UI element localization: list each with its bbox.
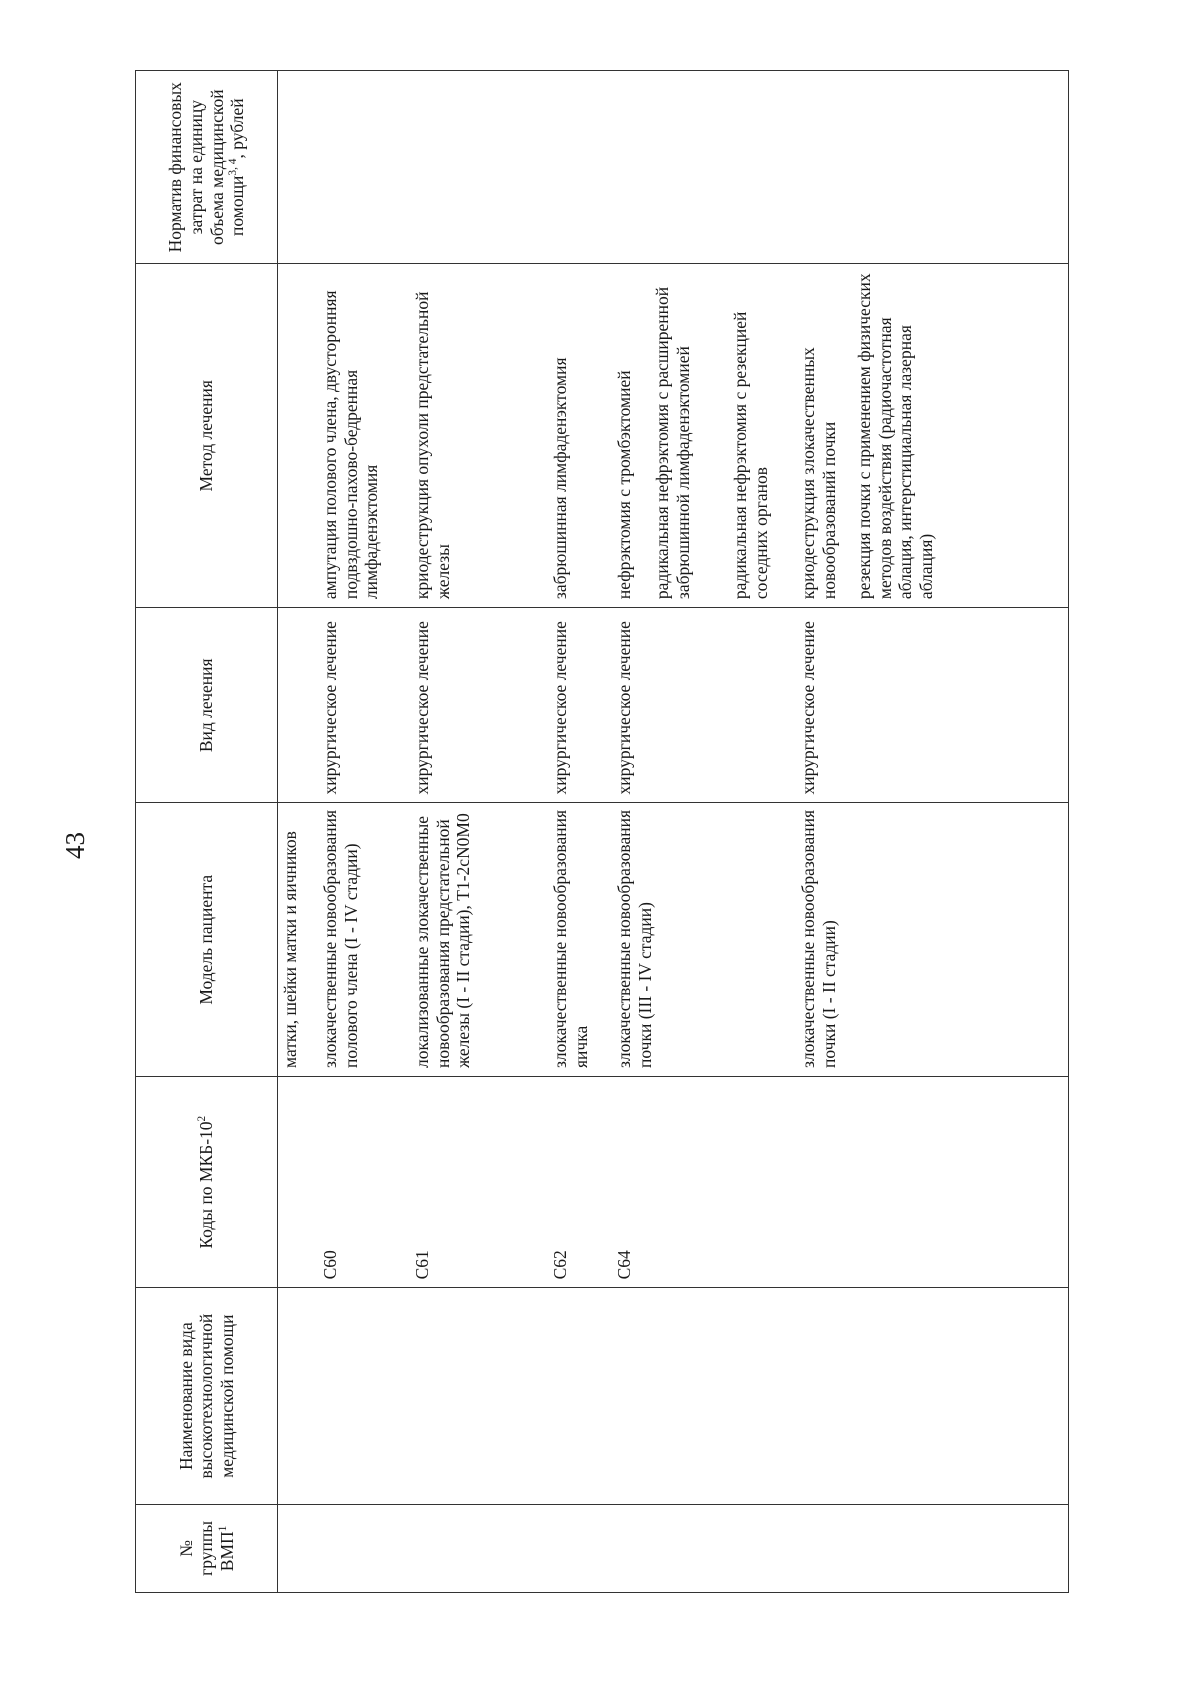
model-c60: злокачественные новообразования полового члена (I - IV стадии) — [320, 810, 361, 1068]
code-c61: C61 — [412, 1250, 432, 1280]
header-method: Метод лечения — [136, 264, 278, 608]
method-c64-2: радикальная нефрэктомия с расширенной забрюшинной лимфаденэктомией — [652, 286, 693, 600]
vmp-table — [135, 70, 1069, 1593]
treatment-cell — [278, 608, 1069, 803]
model-c62: злокачественные новообразования яичка — [550, 810, 591, 1068]
model-c61: локализованные злокачественные новообразования предстательной железы (I - II стадии), T1-2cN0M0 — [412, 813, 474, 1068]
header-treatment-type: Вид лечения — [136, 608, 278, 803]
norm-cell — [278, 71, 1069, 264]
page-number: 43 — [60, 832, 90, 859]
group-no-cell — [278, 1504, 1069, 1592]
method-c64-early-2: резекция почки с применением физических методов воздействия (радиочастотная аблация, интерстициальная лазерная аблация) — [854, 273, 936, 600]
code-c64: C64 — [614, 1250, 634, 1280]
method-c64-1: нефрэктомия с тромбэктомией — [614, 370, 634, 600]
body-row — [278, 71, 1069, 1593]
method-cell — [278, 264, 1069, 608]
method-c64-3: радикальная нефрэктомия с резекцией соседних органов — [730, 311, 771, 600]
treatment-c64: хирургическое лечение — [614, 621, 634, 795]
treatment-c62: хирургическое лечение — [550, 621, 570, 795]
header-group-no: № группы ВМП$^1$ — [136, 1504, 278, 1592]
treatment-c64-early: хирургическое лечение — [798, 621, 818, 795]
name-cell — [278, 1288, 1069, 1504]
header-model: Модель пациента — [136, 803, 278, 1077]
treatment-c61: хирургическое лечение — [412, 621, 432, 795]
method-c64-early-1: криодеструкция злокачественных новообразований почки — [798, 347, 839, 600]
code-c60: C60 — [320, 1250, 340, 1280]
model-carryover: матки, шейки матки и яичников — [280, 831, 300, 1068]
header-name: Наименование вида высокотехнологичной медицинской помощи — [136, 1288, 278, 1504]
code-c62: C62 — [550, 1250, 570, 1280]
header-row — [136, 71, 278, 1593]
header-codes: Коды по МКБ-$10^2$ — [136, 1077, 278, 1288]
method-c60: ампутация полового члена, двусторонняя подвздошно-пахово-бедренная лимфаденэктомия — [320, 290, 382, 600]
model-c64-early: злокачественные новообразования почки (I - II стадии) — [798, 810, 839, 1068]
codes-cell — [278, 1077, 1069, 1288]
method-c61: криодеструкция опухоли предстательной железы — [412, 291, 453, 600]
treatment-c60: хирургическое лечение — [320, 621, 340, 795]
model-c64: злокачественные новообразования почки (III - IV стадии) — [614, 810, 655, 1068]
rotated-table-container — [135, 70, 1063, 1593]
method-c62: забрюшинная лимфаденэктомия — [550, 357, 570, 600]
model-cell — [278, 803, 1069, 1077]
header-norm: Норматив финансовых затрат на единицу объема медицинской помощи$^{3, 4}$, рублей — [136, 71, 278, 264]
